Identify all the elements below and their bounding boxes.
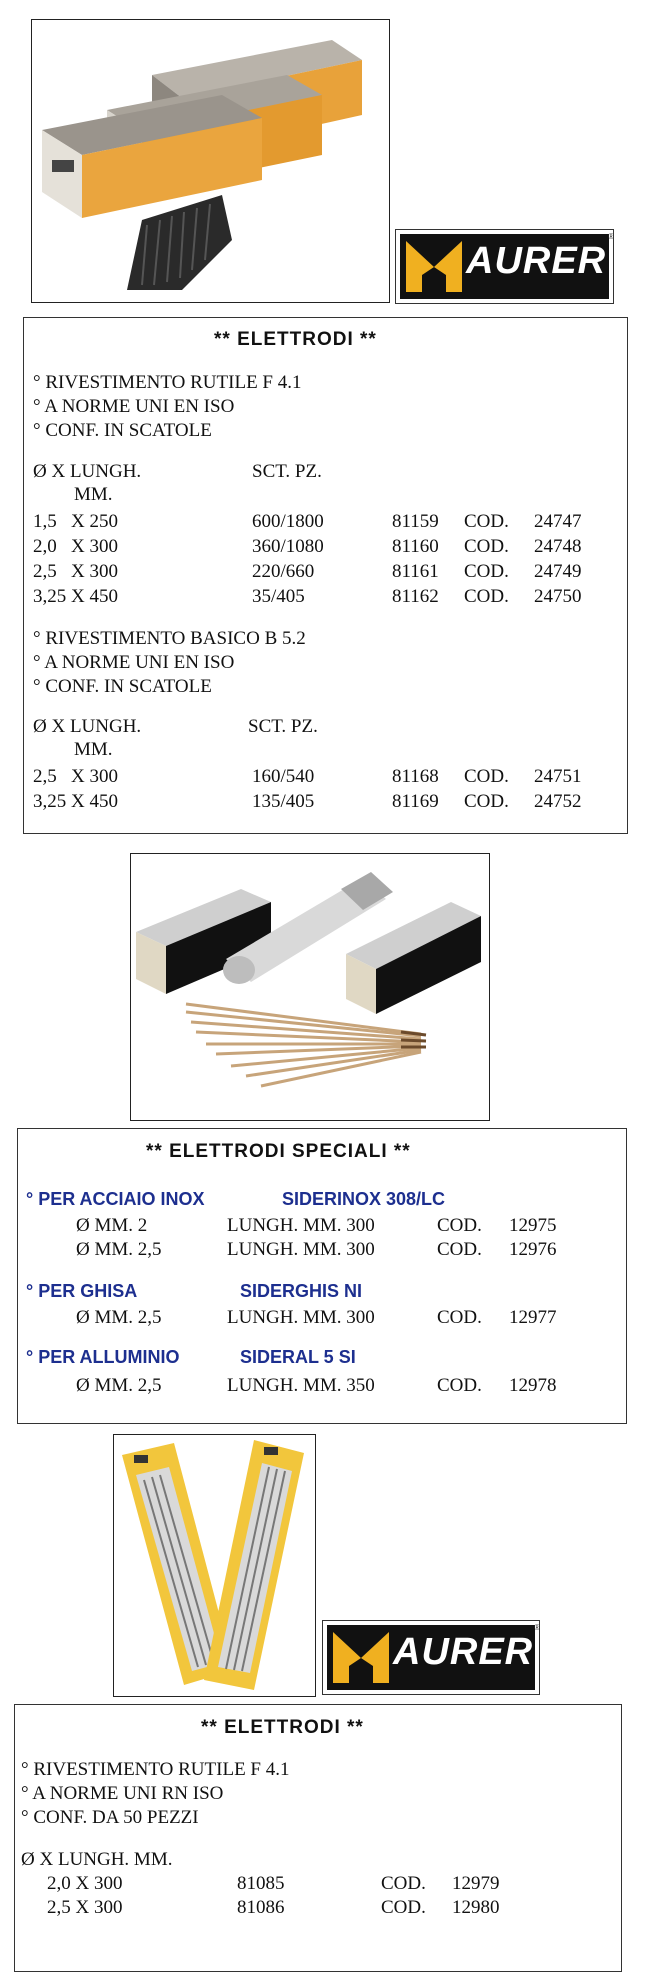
row-cod: 12978 (509, 1375, 557, 1396)
bullet: ° A NORME UNI RN ISO (21, 1783, 224, 1804)
row-cod: 12975 (509, 1215, 557, 1236)
row-cod-label: COD. (437, 1215, 482, 1236)
table-cell-cod: 12980 (452, 1897, 500, 1918)
table-cell-art: 81162 (392, 586, 439, 607)
bullet: ° RIVESTIMENTO RUTILE F 4.1 (33, 372, 302, 393)
table-cell-cod-label: COD. (464, 766, 509, 787)
row-diameter: Ø MM. 2,5 (76, 1239, 162, 1260)
table-cell-cod: 24749 (534, 561, 582, 582)
product-photo-electrode-boxes (31, 19, 390, 303)
table-cell-size: 2,5 X 300 (33, 766, 118, 787)
table-cell-size: 2,5 X 300 (47, 1897, 123, 1918)
electrode-boxes-illustration (32, 20, 389, 302)
elettrodi-rutile-basico-box (23, 317, 628, 834)
table-cell-cod-label: COD. (464, 586, 509, 607)
row-diameter: Ø MM. 2 (76, 1215, 148, 1236)
group-label: ° PER ALLUMINIO (26, 1347, 180, 1367)
column-header-size: Ø X LUNGH. MM. (21, 1849, 173, 1870)
bullet: ° CONF. IN SCATOLE (33, 420, 212, 441)
row-length: LUNGH. MM. 300 (227, 1239, 375, 1260)
row-cod-label: COD. (437, 1375, 482, 1396)
product-photo-blister-packs (113, 1434, 316, 1697)
table-cell-sct: 600/1800 (252, 511, 324, 532)
row-diameter: Ø MM. 2,5 (76, 1375, 162, 1396)
table-cell-art: 81085 (237, 1873, 285, 1894)
table-cell-cod: 24750 (534, 586, 582, 607)
maurer-logo-text: AURER (466, 240, 607, 282)
table-cell-cod: 24747 (534, 511, 582, 532)
registered-mark: ® (608, 232, 614, 241)
maurer-logo-text: AURER (393, 1631, 534, 1673)
column-header-sct: SCT. PZ. (248, 716, 318, 737)
table-cell-sct: 220/660 (252, 561, 315, 582)
table-cell-art: 81168 (392, 766, 439, 787)
column-header-unit: MM. (74, 739, 113, 760)
table-cell-size: 1,5 X 250 (33, 511, 118, 532)
registered-mark: ® (534, 1623, 540, 1632)
table-cell-sct: 35/405 (252, 586, 305, 607)
row-length: LUNGH. MM. 350 (227, 1375, 375, 1396)
bullet: ° CONF. DA 50 PEZZI (21, 1807, 199, 1828)
group-product: SIDERAL 5 SI (240, 1347, 356, 1367)
section-title: ** ELETTRODI ** (201, 1717, 364, 1738)
row-cod: 12977 (509, 1307, 557, 1328)
column-header-size: Ø X LUNGH. (33, 461, 142, 482)
maurer-m-mark-icon (331, 1630, 391, 1685)
table-cell-cod: 12979 (452, 1873, 500, 1894)
row-cod-label: COD. (437, 1239, 482, 1260)
group-label: ° PER ACCIAIO INOX (26, 1189, 205, 1209)
table-cell-cod: 24748 (534, 536, 582, 557)
group-product: SIDERINOX 308/LC (282, 1189, 446, 1209)
row-cod-label: COD. (437, 1307, 482, 1328)
maurer-m-mark-icon (404, 239, 464, 294)
row-diameter: Ø MM. 2,5 (76, 1307, 162, 1328)
row-cod: 12976 (509, 1239, 557, 1260)
table-cell-cod-label: COD. (464, 511, 509, 532)
table-cell-size: 2,0 X 300 (47, 1873, 123, 1894)
blister-packs-illustration (114, 1435, 315, 1696)
table-cell-art: 81159 (392, 511, 439, 532)
table-cell-sct: 135/405 (252, 791, 315, 812)
table-cell-cod-label: COD. (464, 791, 509, 812)
group-label: ° PER GHISA (26, 1281, 138, 1301)
section-title: ** ELETTRODI ** (214, 329, 377, 350)
maurer-logo (322, 1620, 540, 1695)
table-cell-size: 3,25 X 450 (33, 791, 118, 812)
elettrodi-speciali-box (17, 1128, 627, 1424)
table-cell-cod-label: COD. (381, 1897, 426, 1918)
row-length: LUNGH. MM. 300 (227, 1307, 375, 1328)
table-cell-cod: 24752 (534, 791, 582, 812)
table-cell-sct: 360/1080 (252, 536, 324, 557)
maurer-logo (395, 229, 614, 304)
table-cell-art: 81086 (237, 1897, 285, 1918)
product-photo-special-electrodes (130, 853, 490, 1121)
table-cell-size: 3,25 X 450 (33, 586, 118, 607)
bullet: ° CONF. IN SCATOLE (33, 676, 212, 697)
table-cell-cod-label: COD. (464, 536, 509, 557)
table-cell-art: 81160 (392, 536, 439, 557)
table-cell-cod-label: COD. (381, 1873, 426, 1894)
bullet: ° A NORME UNI EN ISO (33, 652, 235, 673)
bullet: ° A NORME UNI EN ISO (33, 396, 235, 417)
table-cell-size: 2,0 X 300 (33, 536, 118, 557)
table-cell-art: 81169 (392, 791, 439, 812)
group-product: SIDERGHIS NI (240, 1281, 363, 1301)
column-header-size: Ø X LUNGH. (33, 716, 142, 737)
special-electrodes-illustration (131, 854, 489, 1120)
bullet: ° RIVESTIMENTO RUTILE F 4.1 (21, 1759, 290, 1780)
table-cell-cod-label: COD. (464, 561, 509, 582)
table-cell-size: 2,5 X 300 (33, 561, 118, 582)
elettrodi-conf-50-box (14, 1704, 622, 1972)
column-header-unit: MM. (74, 484, 113, 505)
table-cell-art: 81161 (392, 561, 439, 582)
section-title: ** ELETTRODI SPECIALI ** (146, 1141, 411, 1162)
row-length: LUNGH. MM. 300 (227, 1215, 375, 1236)
column-header-sct: SCT. PZ. (252, 461, 322, 482)
bullet: ° RIVESTIMENTO BASICO B 5.2 (33, 628, 306, 649)
table-cell-cod: 24751 (534, 766, 582, 787)
table-cell-sct: 160/540 (252, 766, 315, 787)
